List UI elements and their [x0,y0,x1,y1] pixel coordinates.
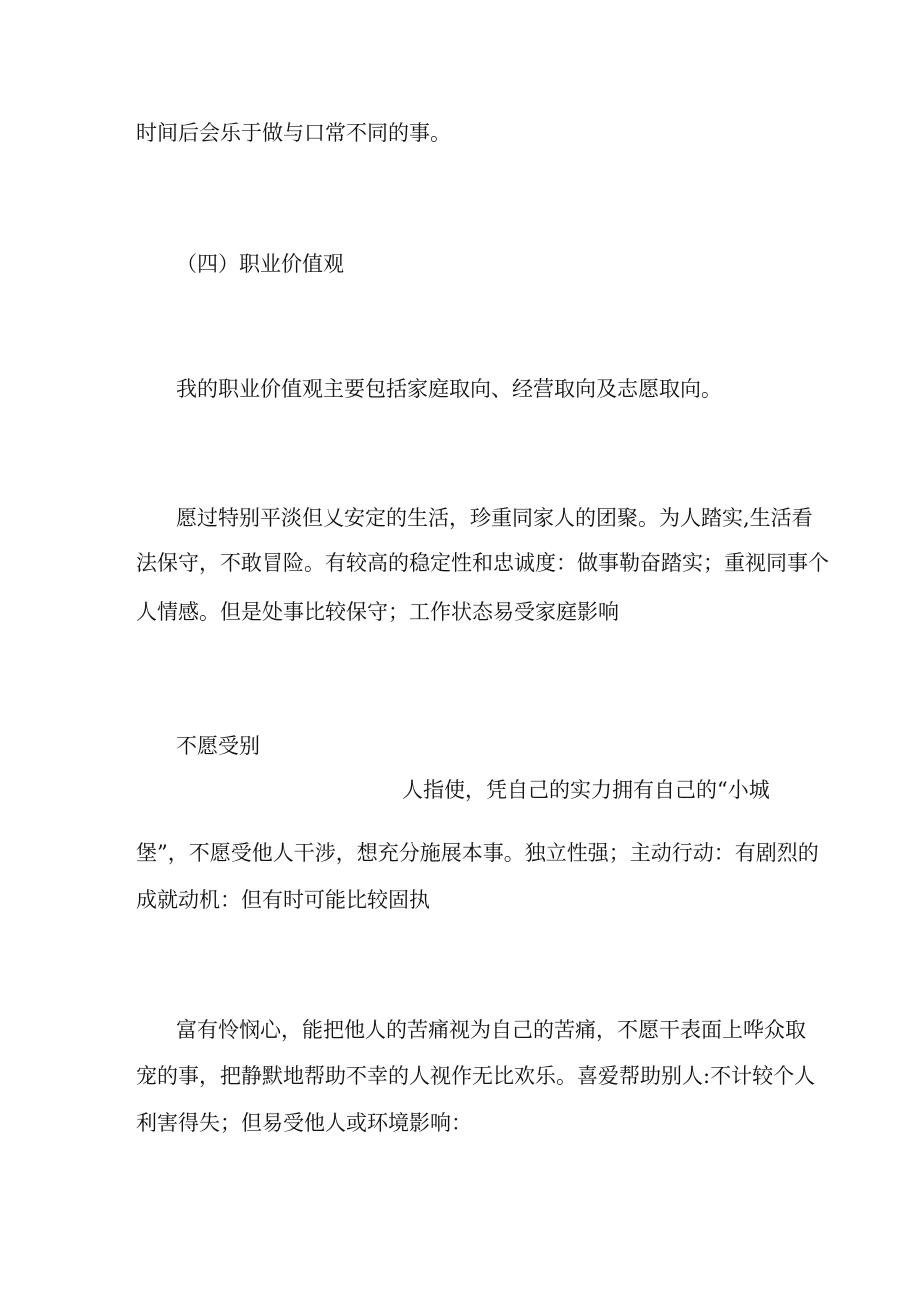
paragraph-line: 不愿受别 [176,734,260,758]
paragraph-line: 愿过特别平淡但乂安定的生活，珍重同家人的团聚。为人踏实,生活看 [176,506,813,530]
paragraph-line: 人情感。但是处事比较保守；工作状态易受家庭影响 [136,600,619,624]
paragraph-line: 人指使，凭自己的实力拥有自己的“小城 [402,778,770,802]
paragraph-line: 利害得失；但易受他人或环境影响： [136,1111,472,1135]
paragraph-line: 时间后会乐于做与口常不同的事。 [136,121,451,145]
paragraph-line: 我的职业价值观主要包括家庭取向、经营取向及志愿取向。 [176,377,722,401]
paragraph-line: 成就动机：但有时可能比较固执 [136,888,430,912]
paragraph-line: 堡”，不愿受他人干涉，想充分施展本事。独立性强；主动行动：有剧烈的 [136,841,819,865]
section-heading: （四）职业价值观 [176,252,344,276]
paragraph-line: 法保守，不敢冒险。有较高的稳定性和忠诚度：做事勒奋踏实；重视同事个 [136,551,829,575]
paragraph-line: 富有怜悯心，能把他人的苦痛视为自己的苦痛，不愿干表面上哗众取 [176,1018,806,1042]
paragraph-line: 宠的事，把静默地帮助不幸的人视作无比欢乐。喜爱帮助别人:不计较个人 [136,1064,816,1088]
